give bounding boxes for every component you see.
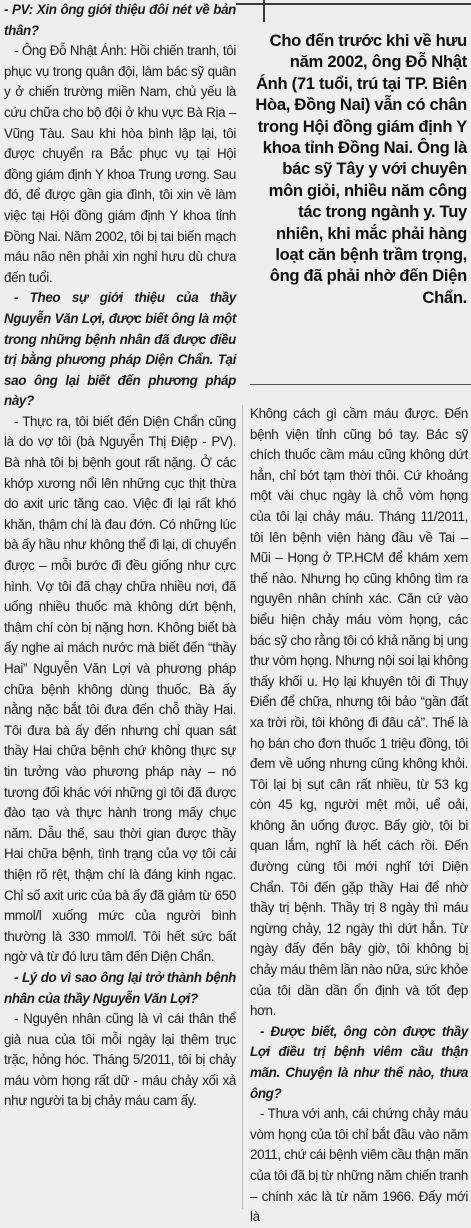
question-why-patient: - Lý do vì sao ông lại trở thành bệnh nhân của thầy Nguyễn Văn Lợi? [4,969,236,1006]
answer-continued: Không cách gì cầm máu được. Đến bệnh viện tỉnh cũng bó tay. Bác sỹ chích thuốc cầm máu cũng không dứt hẳn, chỉ bớt tạm thời thôi. Cứ khoảng một vài chục ngày là chỗ vòm họng của tôi lại chảy máu. Tháng 11/2011, tôi lên bệnh viện hàng đầu về Tai – Mũi – Họng ở TP.HCM để khám xem thế nào. Nhưng họ cũng không tìm ra nguyên nhân chính xác. Căn cứ vào biểu hiện chảy máu vòm họng, các bác sỹ cho rằng tôi có khả năng bị ung thư vòm họng. Nhưng nội soi lại không thấy khối u. Họ lại khuyên tôi đi Thụy Điển để chữa, nhưng tôi bảo “gần đất xa trời rồi, tôi không đi đâu cả”. Thế là họ bán cho đơn thuốc 1 triệu đồng, tôi đem về uống nhưng cũng không khỏi. Tôi lại bị sụt cân rất nhiều, từ 53 kg còn 45 kg, người mệt mỏi, uể oải, không ăn uống được. Bấy giờ, tôi bi quan lắm, nghĩ là hết cách rồi. Đến đường cùng tôi mới nghĩ tới Diện Chẩn. Tôi đến gặp thầy Hai để nhờ thầy trị bệnh. Thầy trị 8 ngày thì máu ngừng chảy, 12 ngày thì dứt hẳn. Từ ngày đấy đến bây giờ, tôi không bị chảy máu thêm lần nào nữa, sức khỏe của tôi dần dần ổn định và tốt đẹp hơn. [250,406,468,1019]
answer-kidney: - Thưa với anh, cái chứng chảy máu vòm họng của tôi chỉ bắt đầu vào năm 2011, chứ cái bệnh viêm cầu thận mãn của tôi đã bị từ những năm chiến tranh – chính xác là từ năm 1966. Đấy mới là [250,1106,468,1225]
question-kidney: - Được biết, ông còn được thầy Lợi điều trị bệnh viêm cầu thận mãn. Chuyện là như thế nào, thưa ông? [250,1023,468,1101]
answer-how-known: - Thực ra, tôi biết đến Diện Chẩn cũng là do vợ tôi (bà Nguyễn Thị Điệp - PV). Bà nhà tôi bị bệnh gout rất nặng. Ở các khớp xương nổi lên những cục thịt thừa do axit uric tăng cao. Việc đi lại rất khó khăn, thậm chí là đau đớn. Có những lúc bà ấy hầu như không thể đi lại, di chuyển được – mỗi bước đi đều giống như cực hình. Vợ tôi đã chạy chữa nhiều nơi, đã uống nhiều thuốc mà không dứt bệnh, thậm chí còn bị nặng hơn. Không biết bà ấy nghe ai mách nước mà biết đến “thầy Hai” Nguyễn Văn Lợi và phương pháp chữa bệnh không dùng thuốc. Bà ấy nằng nặc bắt tôi đưa đến chỗ thầy Hai. Tôi đưa bà ấy đến nhưng chỉ quan sát thầy Hai chữa bệnh chứ không thực sự tin tưởng vào phương pháp này – nó tương đối khác với những gì tôi đã được đào tạo và thực hành trong mấy chục năm. Dẫu thế, sau thời gian được thầy Hai chữa bệnh, tình trạng của vợ tôi cải thiện rõ rệt, thậm chí là đáng kinh ngạc. Chỉ số axit uric của bà ấy đã giảm từ 650 mmol/l xuống mức của người bình thường là 330 mmol/l. Tôi hết sức bất ngờ và từ đó lưu tâm đến Diện Chẩn. [4,413,236,965]
question-how-known: - Theo sự giới thiệu của thầy Nguyễn Văn Lợi, được biết ông là một trong những bệnh nhân đã được điều trị bằng phương pháp Diện Chẩn. Tại sao ông lại biết đến phương pháp này? [4,290,236,409]
lead-paragraph: Cho đến trước khi về hưu năm 2002, ông Đỗ Nhật Ánh (71 tuổi, trú tại TP. Biên Hòa, Đồng Nai) vẫn có chân trong Hội đồng giám định Y khoa tỉnh Đồng Nai. Ông là bác sỹ Tây y với chuyên môn giỏi, nhiều năm công tác trong ngành y. Tuy nhiên, khi mắc phải hàng loạt căn bệnh trầm trọng, ông đã phải nhờ đến Diện Chẩn. [255,31,467,307]
answer-why-patient: - Nguyên nhân cũng là vì cái thân thể già nua của tôi mỗi ngày lại thêm trục trặc, hỏng hóc. Tháng 5/2011, tôi bị chảy máu vòm họng rất dữ - máu chảy xối xả như người ta bị chảy máu cam ấy. [4,1011,236,1109]
right-column [250,404,468,1228]
column-divider [242,405,243,1209]
lead-bottom-rule [250,384,471,385]
top-rule [236,3,471,5]
top-rule-tick [263,0,265,22]
answer-intro: - Ông Đỗ Nhật Ánh: Hồi chiến tranh, tôi phục vụ trong quân đội, làm bác sỹ quân y ở chiến trường miền Nam, chủ yếu là cứu chữa cho bộ đội ở khu vực Bà Rịa – Vũng Tàu. Sau khi hòa bình lập lại, tôi được chuyển ra Bắc phục vụ tại Hội đồng giám định Y khoa Trung ương. Sau đó, để được gần gia đình, tôi xin về làm việc tại Hội đồng giám định Y khoa tỉnh Đồng Nai. Năm 2002, tôi bị tai biến mạch máu não nên phải xin nghỉ hưu dù chưa đến tuổi. [4,43,236,285]
question-intro: - PV: Xin ông giới thiệu đôi nét về bản thân? [4,2,236,38]
left-column [4,0,236,1112]
